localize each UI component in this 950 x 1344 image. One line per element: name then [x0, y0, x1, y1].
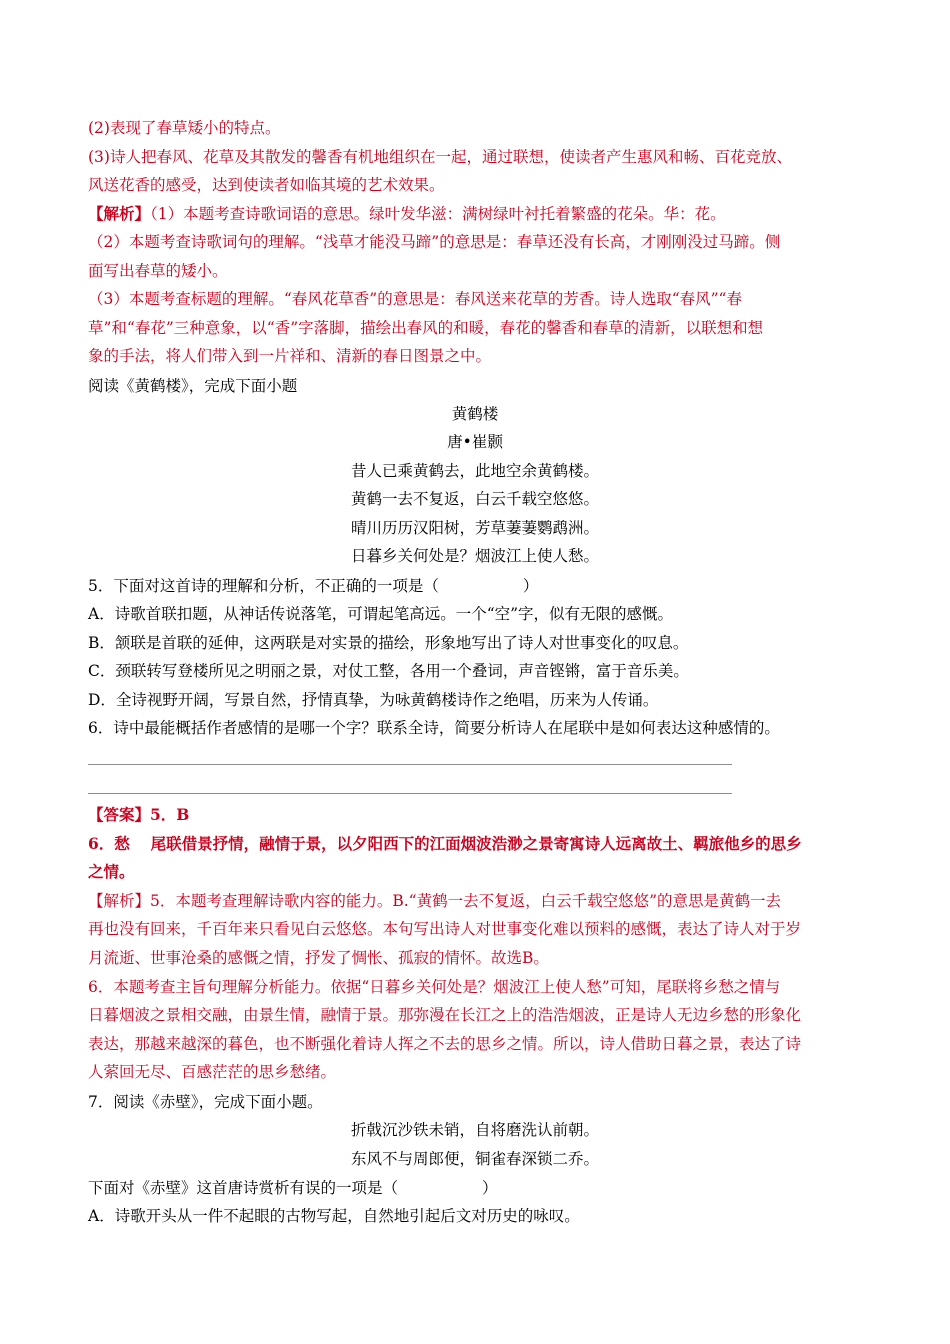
- chibi-poem-line-2: 东风不与周郎便，铜雀春深锁二乔。: [350, 1150, 599, 1168]
- analysis-6-line-2: 日暮烟波之景相交融，由景生情，融情于景。那弥漫在长江之上的浩浩烟波，正是诗人无边乡愁的形象化: [88, 1006, 802, 1024]
- poem-author: 唐•崔颢: [447, 433, 503, 451]
- analysis-2-line-1: （2）本题考查诗歌词句的理解。“浅草才能没马蹄”的意思是：春草还没有长高，才刚刚没过马蹄。侧: [88, 233, 781, 251]
- analysis-3-line-3: 象的手法，将人们带入到一片祥和、清新的春日图景之中。: [88, 347, 492, 365]
- analysis-6-line-4: 人萦回无尽、百感茫茫的思乡愁绪。: [88, 1063, 337, 1081]
- question-5-option-a: A．诗歌首联扣题，从神话传说落笔，可谓起笔高远。一个“空”字，似有无限的感慨。: [88, 605, 674, 623]
- analysis-1-text: （1）本题考查诗歌词语的意思。绿叶发华滋：满树绿叶衬托着繁盛的花朵。华：花。: [150, 205, 726, 223]
- poem-line-1: 昔人已乘黄鹤去，此地空余黄鹤楼。: [350, 462, 599, 480]
- chibi-poem-line-1: 折戟沉沙铁未销，自将磨洗认前朝。: [350, 1121, 599, 1139]
- poem-line-3: 晴川历历汉阳树，芳草萋萋鹦鹉洲。: [350, 519, 599, 537]
- question-7-stem: [88, 1178, 878, 1198]
- analysis-5-line-2: 再也没有回来，千百年来只看见白云悠悠。本句写出诗人对世事变化难以预料的感慨，表达了诗人对于岁: [88, 920, 802, 938]
- analysis-1-line: [88, 204, 878, 224]
- analysis-5-line-3: 月流逝、世事沧桑的感慨之情，抒发了惆怅、孤寂的情怀。故选B。: [88, 949, 549, 967]
- answer-5: 【答案】5．B: [88, 805, 190, 824]
- answer-6-line-1: 6．愁 尾联借景抒情，融情于景，以夕阳西下的江面烟波浩渺之景寄寓诗人远离故土、羁旅他乡的思乡: [88, 834, 802, 853]
- analysis-5-line-1: 【解析】5．本题考查理解诗歌内容的能力。B.“黄鹤一去不复返，白云千载空悠悠”的意思是黄鹤一去: [88, 892, 782, 910]
- question-5-option-c: C．颈联转写登楼所见之明丽之景，对仗工整，各用一个叠词，声音铿锵，富于音乐美。: [88, 662, 689, 680]
- question-7-stem-close: ）: [482, 1179, 498, 1197]
- question-5-stem-close: ）: [522, 577, 539, 595]
- answer-3-line-2: 风送花香的感受，达到使读者如临其境的艺术效果。: [88, 176, 445, 194]
- question-5-stem-text: 5．下面对这首诗的理解和分析，不正确的一项是（: [88, 577, 439, 595]
- answer-line-2: [88, 793, 732, 794]
- poem-line-4: 日暮乡关何处是？烟波江上使人愁。: [350, 547, 599, 565]
- analysis-3-line-1: （3）本题考查标题的理解。“春风花草香”的意思是：春风送来花草的芳香。诗人选取“春风”“春: [88, 290, 742, 308]
- question-7-option-a: A．诗歌开头从一件不起眼的古物写起，自然地引起后文对历史的咏叹。: [88, 1207, 580, 1225]
- answer-line-1: [88, 764, 732, 765]
- question-5-option-d: D．全诗视野开阔，写景自然，抒情真挚，为咏黄鹤楼诗作之绝唱，历来为人传诵。: [88, 691, 659, 709]
- analysis-6-line-3: 表达，那越来越深的暮色，也不断强化着诗人挥之不去的思乡之情。所以，诗人借助日暮之景，表达了诗: [88, 1035, 802, 1053]
- answer-6-line-2: 之情。: [88, 862, 135, 881]
- answer-3-line-1: (3)诗人把春风、花草及其散发的馨香有机地组织在一起，通过联想，使读者产生惠风和畅、百花竞放、: [88, 148, 792, 166]
- analysis-tag: 【解析】: [88, 204, 151, 223]
- poem-line-2: 黄鹤一去不复返，白云千载空悠悠。: [350, 490, 599, 508]
- question-7-stem-text: 下面对《赤壁》这首唐诗赏析有误的一项是（: [88, 1179, 399, 1197]
- question-5-option-b: B．颔联是首联的延伸，这两联是对实景的描绘，形象地写出了诗人对世事变化的叹息。: [88, 634, 689, 652]
- analysis-6-line-1: 6．本题考查主旨句理解分析能力。依据“日暮乡关何处是？烟波江上使人愁”可知，尾联将乡愁之情与: [88, 978, 781, 996]
- analysis-2-line-2: 面写出春草的矮小。: [88, 262, 228, 280]
- question-6-stem: 6．诗中最能概括作者感情的是哪一个字？联系全诗，简要分析诗人在尾联中是如何表达这种感情的。: [88, 719, 780, 737]
- analysis-3-line-2: 草”和“春花”三种意象，以“香”字落脚，描绘出春风的和暖，春花的馨香和春草的清新，以联想和想: [88, 319, 764, 337]
- answer-2-line: (2)表现了春草矮小的特点。: [88, 119, 281, 137]
- question-7-intro: 7．阅读《赤壁》，完成下面小题。: [88, 1093, 323, 1111]
- reading-intro: 阅读《黄鹤楼》，完成下面小题: [88, 377, 298, 395]
- question-5-stem: [88, 576, 878, 596]
- poem-title: 黄鹤楼: [451, 405, 499, 423]
